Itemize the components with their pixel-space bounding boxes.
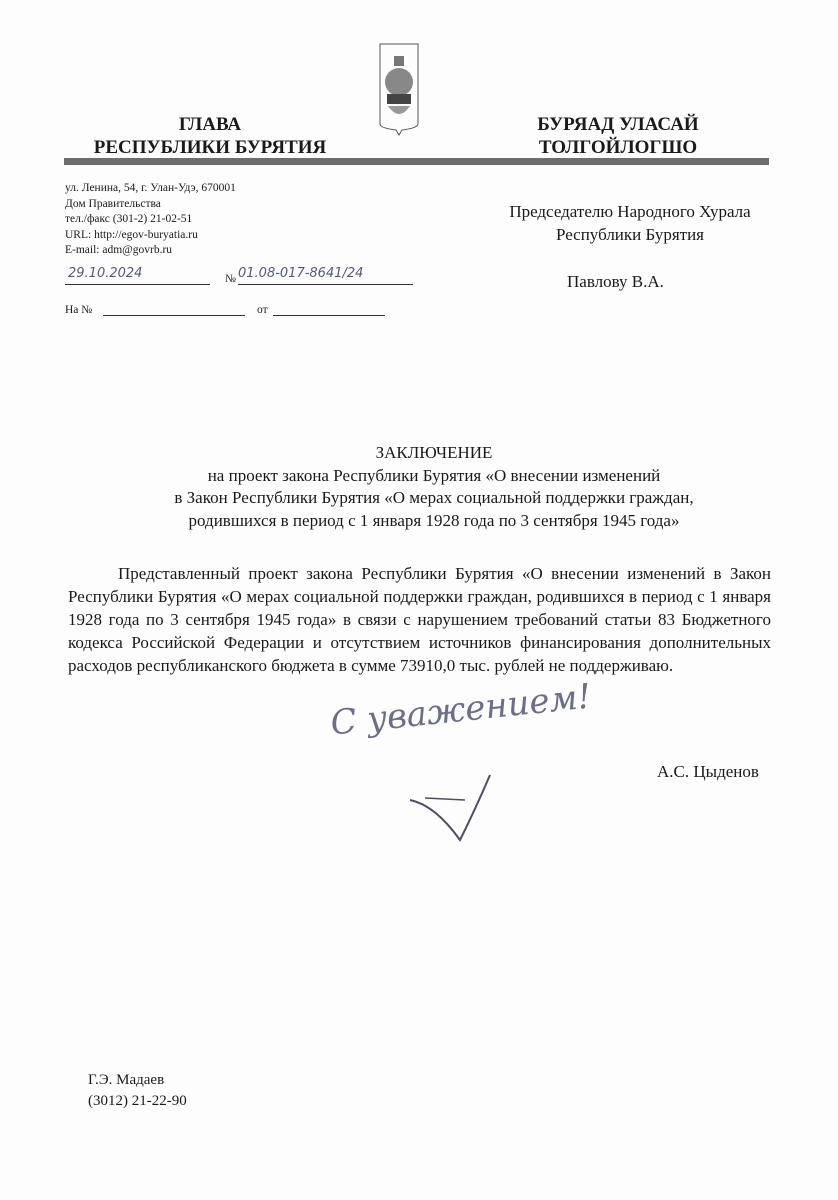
- recipient-line2: Республики Бурятия: [555, 225, 705, 244]
- sender-building: Дом Правительства: [65, 197, 161, 210]
- coat-of-arms-emblem: [378, 42, 420, 137]
- title-line1: на проект закона Республики Бурятия «О внесении изменений: [207, 465, 661, 485]
- document-title: [15, 442, 838, 532]
- header-right-line1: БУРЯАД УЛАСАЙ: [537, 114, 699, 135]
- reply-label: На №: [65, 304, 93, 316]
- header-divider: [64, 158, 769, 165]
- number-label: №: [225, 273, 236, 285]
- title-heading: ЗАКЛЮЧЕНИЕ: [375, 443, 493, 462]
- registration-number: 01.08-017-8641/24: [238, 266, 364, 281]
- number-line: [238, 284, 413, 285]
- signature: [405, 770, 495, 860]
- executor-name: Г.Э. Мадаев: [88, 1072, 165, 1088]
- registration-date: 29.10.2024: [68, 266, 143, 281]
- recipient-line1: Председателю Народного Хурала: [509, 202, 751, 221]
- sender-url: URL: http://egov-buryatia.ru: [65, 228, 198, 241]
- sender-info: [65, 181, 236, 259]
- from-label: от: [257, 304, 268, 316]
- reply-line: [103, 315, 245, 316]
- recipient: [460, 200, 800, 246]
- header-right: [468, 113, 768, 159]
- sender-email: E-mail: adm@govrb.ru: [65, 244, 173, 256]
- body-paragraph: Представленный проект закона Республики Бурятия «О внесении изменений в Закон Республики Бурятия «О мерах социальной поддержки граждан, родившихся в период с 1 января 1928 года по 3 сентября 1945 года» в связи с нарушением требований статьи 83 Бюджетного кодекса Российской Федерации и отсутствием источников финансирования дополнительных расходов республиканского бюджета в сумме 73910,0 тыс. рублей не поддерживаю.: [68, 564, 771, 675]
- sender-phone: тел./факс (301-2) 21-02-51: [65, 213, 193, 225]
- recipient-name: Павлову В.А.: [567, 272, 664, 291]
- date-line: [65, 284, 210, 285]
- title-line2: в Закон Республики Бурятия «О мерах социальной поддержки граждан,: [174, 488, 694, 507]
- executor-phone: (3012) 21-22-90: [88, 1093, 187, 1109]
- signatory-name: А.С. Цыденов: [657, 762, 759, 781]
- header-left: [60, 113, 360, 159]
- header-left-line2: РЕСПУБЛИКИ БУРЯТИЯ: [93, 137, 327, 158]
- from-line: [273, 315, 385, 316]
- title-line3: родившихся в период с 1 января 1928 года по 3 сентября 1945 года»: [188, 510, 680, 530]
- header-left-line1: ГЛАВА: [178, 114, 242, 135]
- header-right-line2: ТОЛГОЙЛОГШО: [538, 137, 698, 158]
- sender-address: ул. Ленина, 54, г. Улан-Удэ, 670001: [65, 182, 236, 194]
- footer-executor: [88, 1070, 187, 1112]
- handwritten-closing: С уважением!: [328, 676, 594, 744]
